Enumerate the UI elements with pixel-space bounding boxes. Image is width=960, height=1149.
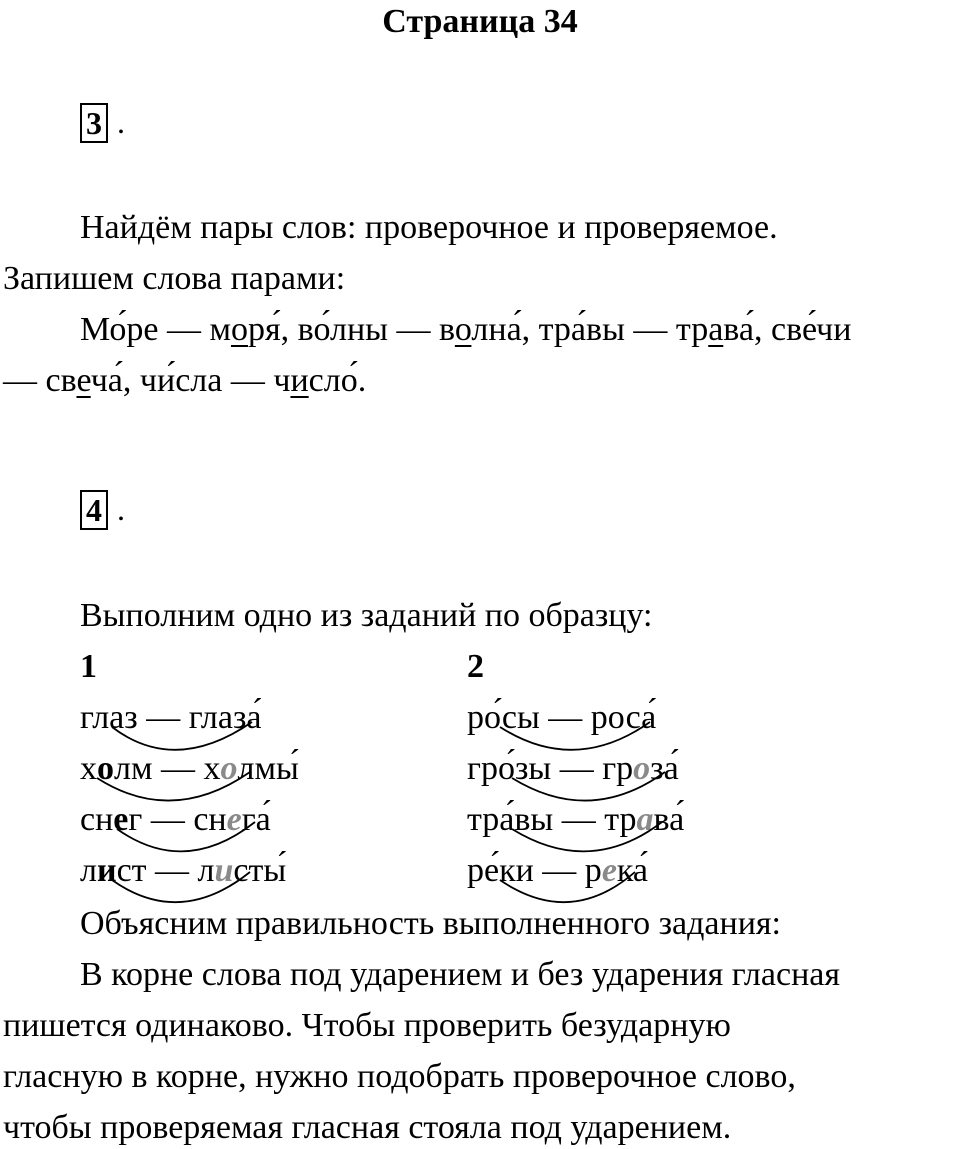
- column-2-header: 2: [467, 648, 484, 685]
- explain-line: В корне слова под ударением и без ударения гласная: [80, 956, 841, 993]
- explain-intro: Объясним правильность выполненного задания:: [80, 905, 782, 942]
- task-number-dot: .: [117, 104, 125, 140]
- task-number-dot: .: [117, 491, 125, 527]
- word-pair: ро́сы — роса́: [467, 699, 657, 736]
- word-pair: тра́вы — трава́: [467, 801, 685, 838]
- explain-line: чтобы проверяемая гласная стояла под ударением.: [3, 1109, 732, 1146]
- word-pair: ре́ки — река́: [467, 852, 649, 889]
- explain-line: пишется одинаково. Чтобы проверить безударную: [3, 1007, 731, 1044]
- task3-answer-line2: — свеча́, чи́сла — число́.: [3, 362, 367, 399]
- column-1-header: 1: [80, 648, 97, 685]
- word-pair: лист — листы́: [80, 852, 287, 889]
- task3-intro-line2: Запишем слова парами:: [3, 260, 346, 297]
- task-number-box: 4: [80, 490, 108, 530]
- explain-line: гласную в корне, нужно подобрать проверочное слово,: [3, 1058, 796, 1095]
- task3-intro-line1: Найдём пары слов: проверочное и проверяемое.: [80, 209, 778, 246]
- word-pair: глаз — глаза́: [80, 699, 262, 736]
- task-number-box: 3: [80, 103, 108, 143]
- task4-intro: Выполним одно из заданий по образцу:: [80, 597, 653, 634]
- word-pair: гро́зы — гроза́: [467, 750, 679, 787]
- task3-answer-line1: Мо́ре — моря́, во́лны — волна́, тра́вы — трава́, све́чи: [80, 311, 852, 348]
- page-title: Страница 34: [382, 3, 578, 40]
- word-pair: снег — снега́: [80, 801, 271, 838]
- word-pair: холм — холмы́: [80, 750, 299, 787]
